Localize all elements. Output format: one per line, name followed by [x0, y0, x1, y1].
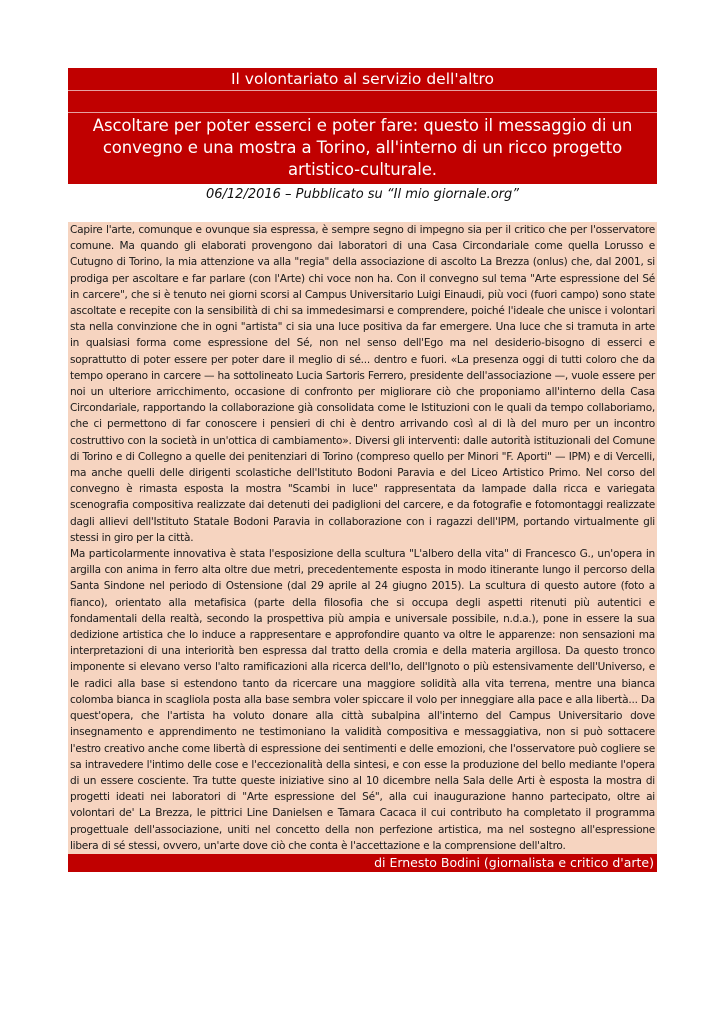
author-signature: di Ernesto Bodini (giornalista e critico d'arte)	[68, 854, 657, 872]
publication-date-line: 06/12/2016 – Pubblicato su “Il mio giornale.org”	[205, 187, 519, 202]
banner-spacer	[68, 91, 657, 113]
article-body	[68, 222, 657, 854]
document-page	[68, 68, 657, 872]
article-paragraph-2: Ma particolarmente innovativa è stata l'esposizione della scultura "L'albero della vita" di Francesco G., un'opera in argilla con anima in ferro alta oltre due metri, precedentemente esposta in modo itinerante lungo il percorso della Santa Sindone nel periodo di Ostensione (dal 29 aprile al 24 giugno 2015). La scultura di questo autore (foto a fianco), orientato alla metafisica (parte della filosofia che si occupa degli aspetti ritenuti più autentici e fondamentali della realtà, secondo la prospettiva più ampia e universale possibile, n.d.a.), pone in essere la sua dedizione artistica che lo induce a rappresentare e approfondire quanto va oltre le apparenze: non sensazioni ma interpretazioni di una interiorità ben espressa dal tratto della cromia e della materia argillosa. Da questo tronco imponente si elevano verso l'alto ramificazioni alla ricerca dell'Io, dell'Ignoto o più estensivamente dell'Universo, e le radici alla base si estendono tanto da ricercare una maggiore solidità alla vita terrena, mentre una bianca colomba bianca in scagliola posta alla base sembra voler spiccare il volo per inneggiare alla pace e alla libertà... Da quest'opera, che l'artista ha voluto donare alla città subalpina all'interno del Campus Universitario dove insegnamento e apprendimento ne testimoniano la validità compositiva e messaggiativa, non si può sottacere l'estro creativo anche come libertà di espressione dei sentimenti e delle emozioni, che l'osservatore può cogliere se sa intravedere l'intimo delle cose e l'eccezionalità della sintesi, e con esse la produzione del bello mediante l'opera di un essere cosciente. Tra tutte queste iniziative sino al 10 dicembre nella Sala delle Arti è esposta la mostra di progetti ideati nei laboratori di "Arte espressione del Sé", alla cui inaugurazione hanno partecipato, oltre ai volontari de' La Brezza, le pittrici Line Danielsen e Tamara Cacaca il cui contributo ha completato il programma progettuale dell'associazione, uniti nel concetto della non perfezione artistica, ma nel sostegno all'espressione libera di sé stessi, ovvero, un'arte dove ciò che conta è l'accettazione e la comprensione dell'altro.	[70, 548, 655, 852]
title-banner	[68, 68, 657, 184]
page-title: Il volontariato al servizio dell'altro	[68, 68, 657, 91]
page-subtitle: Ascoltare per poter esserci e poter fare: questo il messaggio di un convegno e una mostra a Torino, all'interno di un ricco progetto artistico-culturale.	[92, 116, 633, 179]
article-paragraph-1: Capire l'arte, comunque e ovunque sia espressa, è sempre segno di impegno sia per il critico che per l'osservatore comune. Ma quando gli elaborati provengono dai laboratori di una Casa Circondariale come quella Lorusso e Cutugno di Torino, la mia attenzione va alla "regia" della associazione di ascolto La Brezza (onlus) che, dal 2001, si prodiga per ascoltare e far parlare (con l'Arte) chi voce non ha. Con il convegno sul tema "Arte espressione del Sé in carcere", che si è tenuto nei giorni scorsi al Campus Universitario Luigi Einaudi, più voci (fuori campo) sono state ascoltate e recepite con la sensibilità di chi sa immedesimarsi e comprendere, poiché l'ideale che unisce i volontari sta nella convinzione che in ogni "artista" ci sia una luce positiva da far emergere. Una luce che si tramuta in arte in qualsiasi forma come espressione del Sé, non nel senso dell'Ego ma nel desiderio-bisogno di esserci e soprattutto di poter essere per poter dare il meglio di sé... dentro e fuori. «La presenza oggi di tutti coloro che da tempo operano in carcere — ha sottolineato Lucia Sartoris Ferrero, presidente dell'associazione —, vuole essere per noi un ulteriore arricchimento, occasione di confronto per migliorare ciò che proponiamo all'interno della Casa Circondariale, rapportando la collaborazione già consolidata come le Istituzioni con le quali da tempo collaboriamo, che ci permettono di far conoscere i pensieri di chi è dentro arrivando così al di là del muro per un incontro costruttivo con la società in un'ottica di cambiamento». Diversi gli interventi: dalle autorità istituzionali del Comune di Torino e di Collegno a quelle dei penitenziari di Torino (compreso quello per Minori "F. Aporti" — IPM) e di Vercelli, ma anche quelli delle dirigenti scolastiche dell'Istituto Bodoni Paravia e del Liceo Artistico Primo. Nel corso del convegno è rimasta esposta la mostra "Scambi in luce" rappresentata da lampade dalla ricca e variegata scenografia compositiva realizzate dai detenuti dei padiglioni del carcere, e da fotografie e fotomontaggi realizzate dagli allievi dell'Istituto Statale Bodoni Paravia in collaborazione con i ragazzi dell'IPM, portando virtualmente gli stessi in giro per la città.	[70, 224, 655, 544]
